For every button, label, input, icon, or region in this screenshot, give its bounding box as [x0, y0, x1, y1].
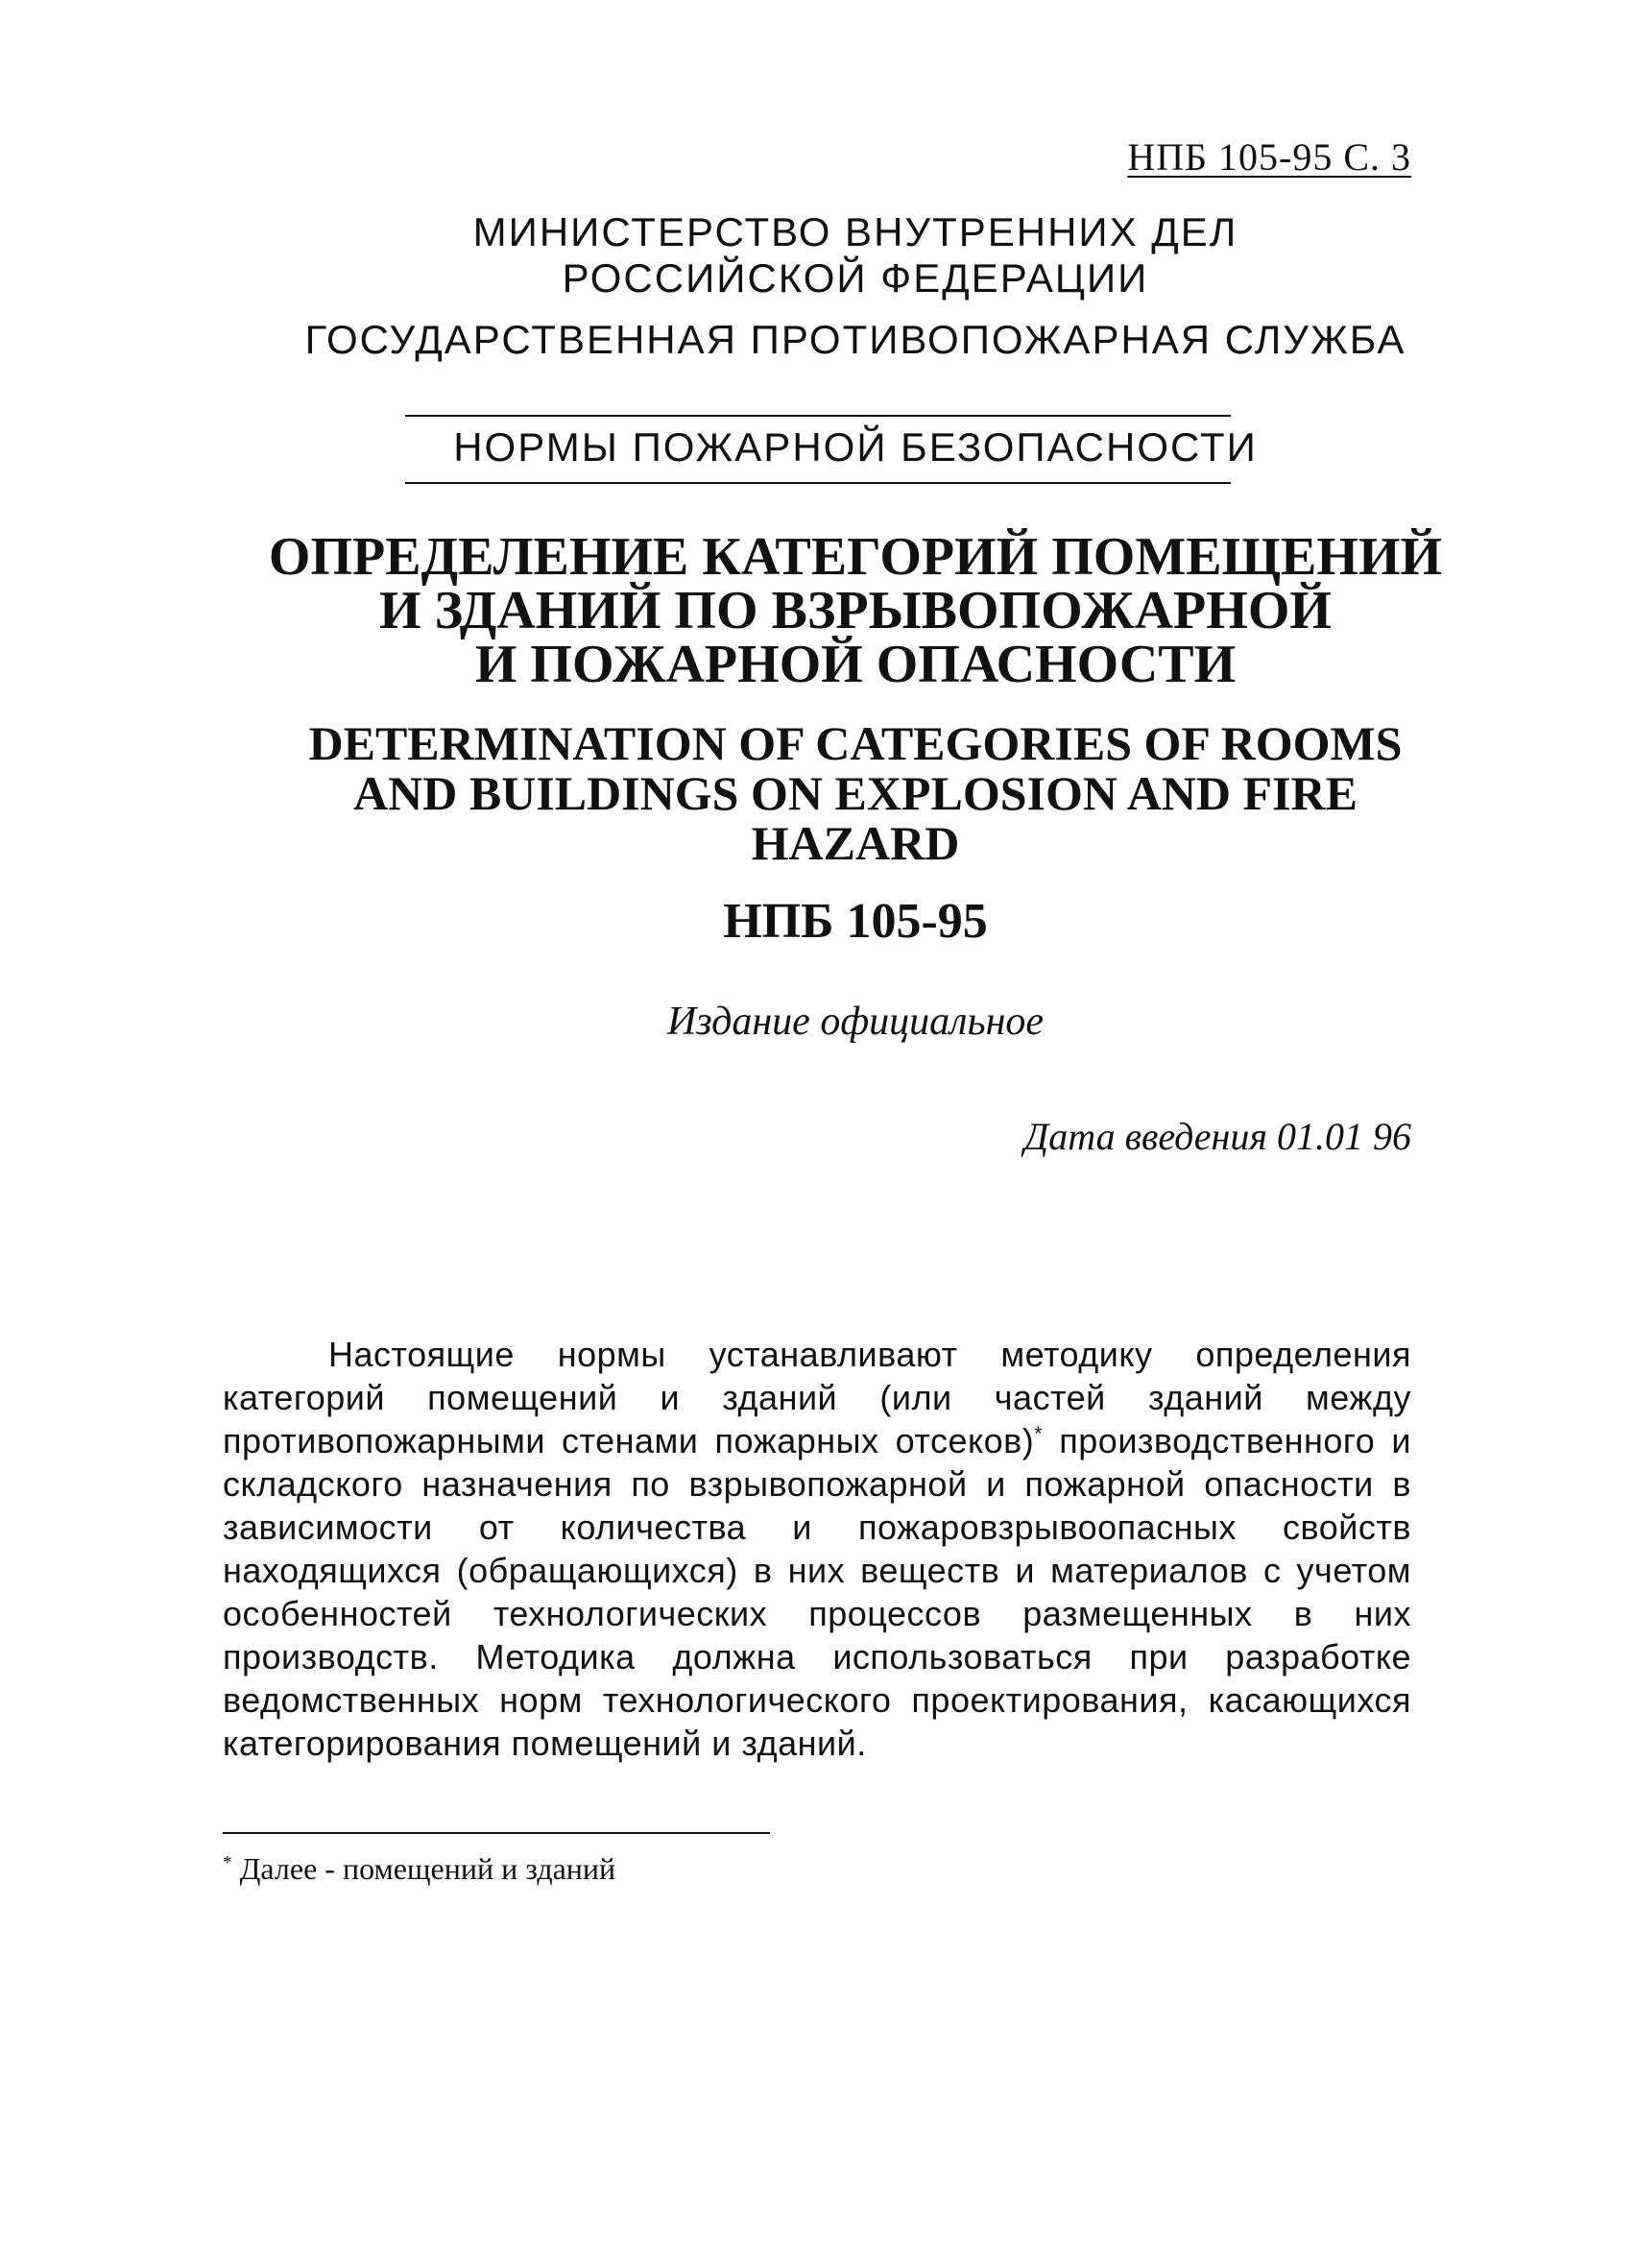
- footnote-divider: [223, 1832, 770, 1834]
- title-english: [0, 718, 1634, 868]
- footnote: [223, 1851, 615, 1887]
- title-russian-line-1: ОПРЕДЕЛЕНИЕ КАТЕГОРИЙ ПОМЕЩЕНИЙ: [268, 527, 1443, 587]
- fire-service-name: ГОСУДАРСТВЕННАЯ ПРОТИВОПОЖАРНАЯ СЛУЖБА: [304, 317, 1406, 362]
- ministry-name: [0, 209, 1634, 302]
- title-english-line-2: AND BUILDINGS ON EXPLOSION AND FIRE: [353, 766, 1358, 820]
- footnote-reference-marker: *: [1034, 1421, 1044, 1445]
- title-russian-line-3: И ПОЖАРНОЙ ОПАСНОСТИ: [474, 635, 1237, 694]
- edition-label: Издание официальное: [666, 1000, 1045, 1044]
- footnote-text: Далее - помещений и зданий: [231, 1851, 616, 1886]
- document-type-top-divider: [405, 415, 1231, 417]
- title-english-line-3: HAZARD: [751, 816, 960, 870]
- ministry-line-2: РОССИЙСКОЙ ФЕДЕРАЦИИ: [562, 255, 1149, 301]
- title-english-line-1: DETERMINATION OF CATEGORIES OF ROOMS: [308, 716, 1403, 770]
- document-code: НПБ 105-95: [723, 894, 988, 949]
- introduction-date: Дата введения 01.01 96: [1023, 1115, 1411, 1158]
- page-reference-header: НПБ 105-95 С. 3: [1127, 135, 1411, 179]
- footnote-marker: *: [223, 1852, 232, 1873]
- title-russian-line-2: И ЗДАНИЙ ПО ВЗРЫВОПОЖАРНОЙ: [379, 581, 1332, 640]
- body-text-part-1: Настоящие нормы устанавливают методику определения категорий помещений и зданий (или частей зданий между противопожарными стенами пожарных отсеков): [223, 1335, 1411, 1460]
- title-russian: [0, 527, 1634, 694]
- body-paragraph: [223, 1333, 1411, 1765]
- body-text-part-2: производственного и складского назначения по взрывопожарной и пожарной опасности в зависимости от количества и пожаровзрывоопасных свойств находящихся (обращающихся) в них веществ и материалов с учетом особенностей технологических процессов размещенных в них производств. Методика должна использоваться при разработке ведомственных норм технологического проектирования, касающихся категорирования помещений и зданий.: [223, 1421, 1411, 1763]
- document-type-bottom-divider: [405, 482, 1231, 484]
- document-type: НОРМЫ ПОЖАРНОЙ БЕЗОПАСНОСТИ: [453, 424, 1258, 470]
- ministry-line-1: МИНИСТЕРСТВО ВНУТРЕННИХ ДЕЛ: [472, 209, 1238, 254]
